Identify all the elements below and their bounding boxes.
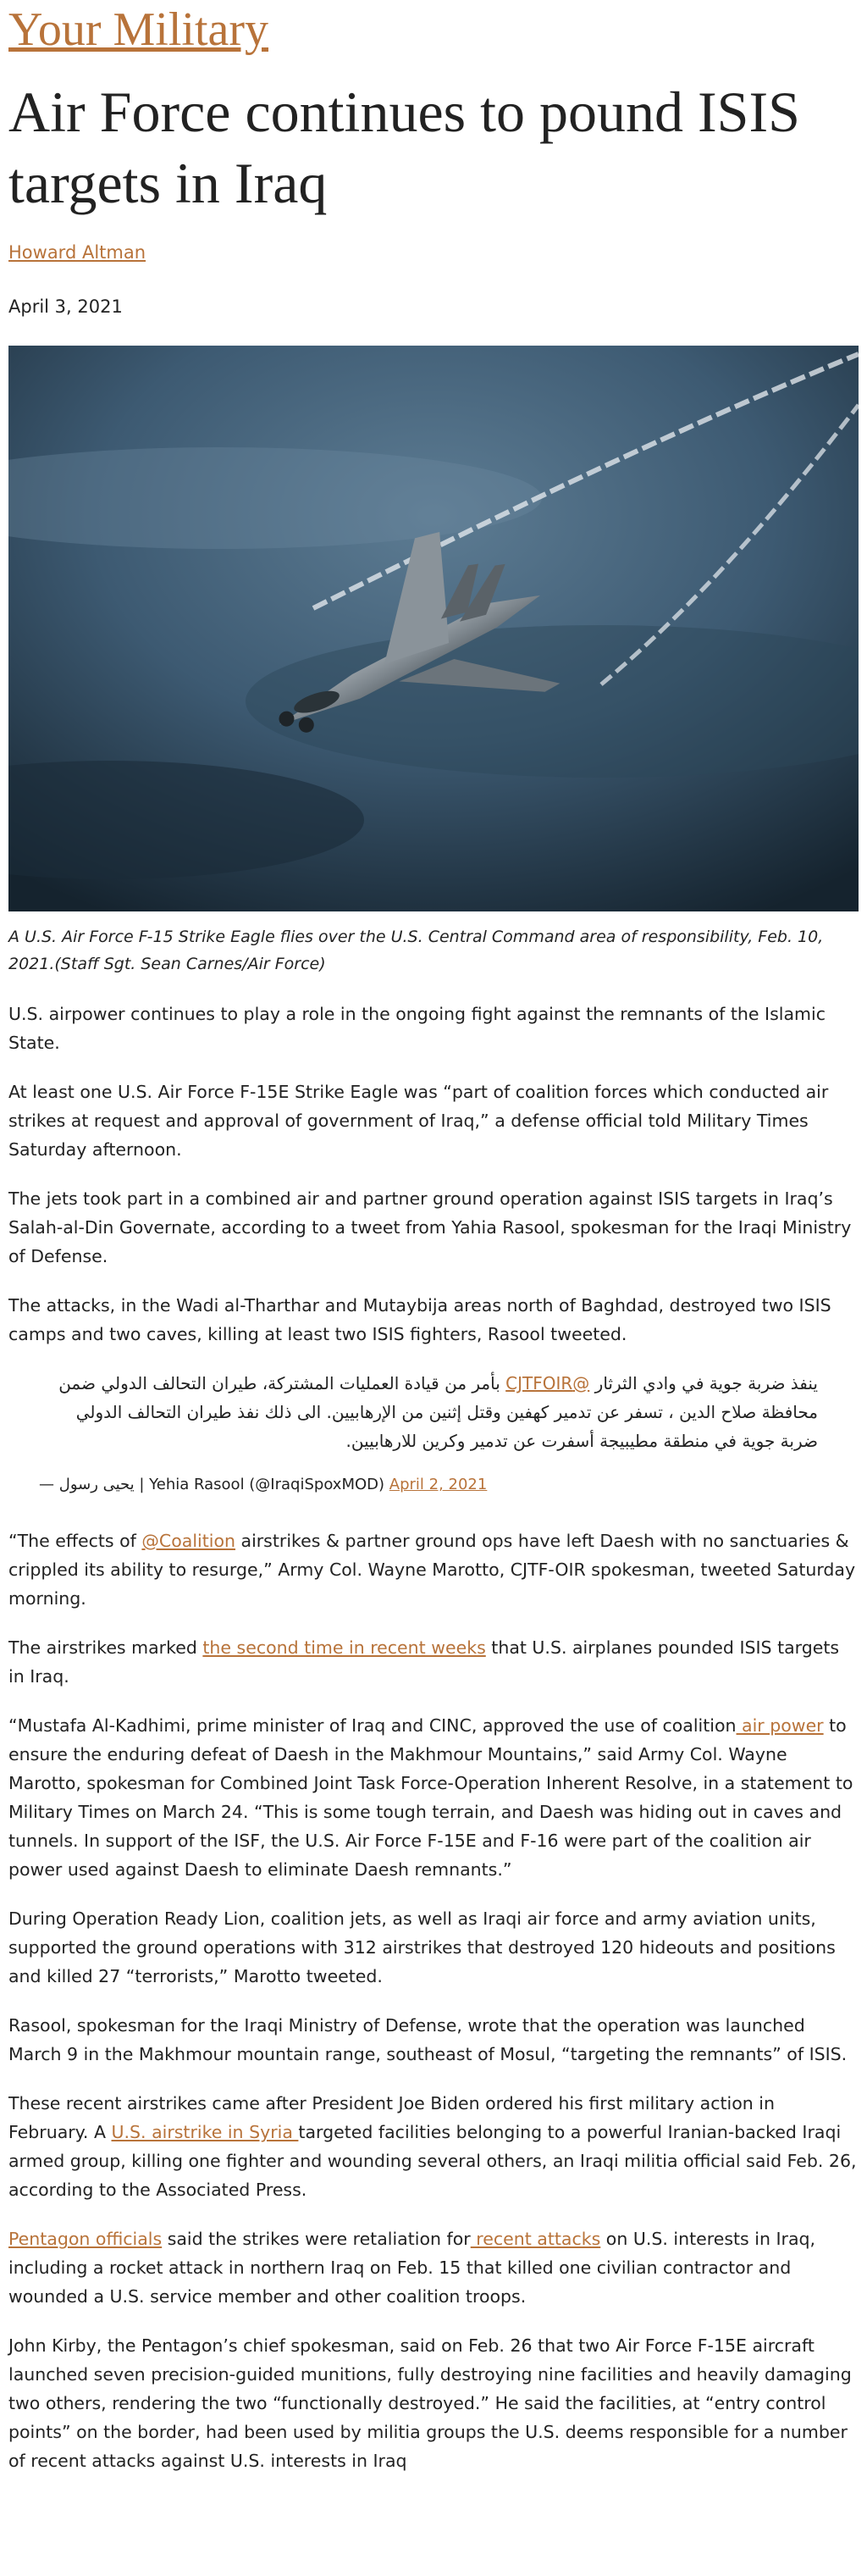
paragraph-6: [8, 1633, 859, 1691]
paragraph-1: U.S. airpower continues to play a role in the ongoing fight against the remnants of the Islamic State.: [8, 1004, 826, 1053]
tweet-mention-link[interactable]: @CJTFOIR: [505, 1373, 590, 1393]
publish-date: April 3, 2021: [8, 296, 123, 317]
paragraph-6-lead: The airstrikes marked: [8, 1637, 203, 1658]
image-caption: A U.S. Air Force F-15 Strike Eagle flies over the U.S. Central Command area of responsibility, Feb. 10, 2021.(Staff Sgt. Sean Carnes/Air Force): [8, 928, 824, 973]
paragraph-5: [8, 1526, 859, 1613]
paragraph-6-rest: that U.S. airplanes pounded ISIS targets in Iraq.: [8, 1637, 840, 1687]
paragraph-5-rest: airstrikes & partner ground ops have left Daesh with no sanctuaries & crippled its ability to resurge,” Army Col. Wayne Marotto, CJTF-OIR spokesman, tweeted Saturday morning.: [8, 1531, 856, 1609]
paragraph-5-lead: “The effects of: [8, 1531, 142, 1551]
tweet-text-before: ينفذ ضربة جوية في وادي الثرثار: [589, 1373, 818, 1393]
paragraph-10: [8, 2089, 859, 2204]
recent-weeks-link[interactable]: the second time in recent weeks: [202, 1637, 486, 1658]
air-power-link[interactable]: air power: [736, 1715, 824, 1736]
pentagon-officials-link[interactable]: Pentagon officials: [8, 2229, 163, 2249]
byline: [8, 242, 859, 263]
paragraph-10-lead: These recent airstrikes came after President Joe Biden ordered his first military action in February. A: [8, 2093, 775, 2142]
tweet-author: — يحيى رسول | Yehia Rasool (@IraqiSpoxMOD): [39, 1476, 385, 1493]
paragraph-9: Rasool, spokesman for the Iraqi Ministry of Defense, wrote that the operation was launched March 9 in the Makhmour mountain range, southeast of Mosul, “targeting the remnants” of ISIS.: [8, 2015, 848, 2064]
paragraph-4: The attacks, in the Wadi al-Tharthar and Mutaybija areas north of Baghdad, destroyed two ISIS camps and two caves, killing at least two ISIS fighters, Rasool tweeted.: [8, 1295, 831, 1344]
paragraph-7: [8, 1711, 859, 1884]
paragraph-8: During Operation Ready Lion, coalition jets, as well as Iraqi air force and army aviation units, supported the ground operations with 312 airstrikes that destroyed 120 hideouts and positions and killed 27 “terrorists,” Marotto tweeted.: [8, 1908, 836, 1986]
tweet-text: [39, 1369, 859, 1455]
section-link[interactable]: Your Military: [8, 3, 269, 56]
paragraph-2: At least one U.S. Air Force F-15E Strike Eagle was “part of coalition forces which conducted air strikes at request and approval of government of Iraq,” a defense official told Military Times Saturday afternoon.: [8, 1082, 829, 1160]
paragraph-11: [8, 2224, 859, 2311]
hero-image: [8, 346, 859, 911]
coalition-link[interactable]: @Coalition: [141, 1531, 235, 1551]
paragraph-7-rest: to ensure the enduring defeat of Daesh in the Makhmour Mountains,” said Army Col. Wayne Marotto, spokesman for Combined Joint Task Force-Operation Inherent Resolve, in a statement to Military Times on March 24. “This is some tough terrain, and Daesh was hiding out in caves and tunnels. In support of the ISF, the U.S. Air Force F-15E and F-16 were part of the coalition air power used against Daesh to eliminate Daesh remnants.”: [8, 1715, 853, 1880]
headline: Air Force continues to pound ISIS targets in Iraq: [8, 80, 800, 215]
paragraph-11-rest: on U.S. interests in Iraq, including a rocket attack in northern Iraq on Feb. 15 that killed one civilian contractor and wounded a U.S. service member and other coalition troops.: [8, 2229, 816, 2307]
author-link[interactable]: Howard Altman: [8, 242, 146, 263]
tweet-date-link[interactable]: April 2, 2021: [389, 1476, 488, 1493]
paragraph-12: John Kirby, the Pentagon’s chief spokesman, said on Feb. 26 that two Air Force F-15E aircraft launched seven precision-guided munitions, fully destroying nine facilities and heavily damaging two others, rendering the two “functionally destroyed.” He said the facilities, at “entry control points” on the border, had been used by militia groups the U.S. deems responsible for a number of recent attacks against U.S. interests in Iraq: [8, 2335, 852, 2471]
tweet-attribution: [39, 1472, 859, 1498]
paragraph-10-rest: targeted facilities belonging to a powerful Iranian-backed Iraqi armed group, killing one fighter and wounding several others, an Iraqi militia official said Feb. 26, according to the Associated Press.: [8, 2122, 857, 2200]
paragraph-11-mid: said the strikes were retaliation for: [162, 2229, 471, 2249]
paragraph-7-lead: “Mustafa Al-Kadhimi, prime minister of Iraq and CINC, approved the use of coalition: [8, 1715, 737, 1736]
f15-jet-illustration: [8, 346, 859, 911]
recent-attacks-link[interactable]: recent attacks: [470, 2229, 601, 2249]
embedded-tweet: [8, 1369, 859, 1498]
tweet-text-after: بأمر من قيادة العمليات المشتركة، طيران التحالف الدولي ضمن محافظة صلاح الدين ، تسفر عن تدمير كهفين وقتل إثنين من الإرهابيين. الى ذلك نفذ طيران التحالف الدولي ضربة جوية في منطقة مطيبيجة أسفرت عن تدمير وكرين للارهابيين.: [58, 1373, 818, 1451]
syria-airstrike-link[interactable]: U.S. airstrike in Syria: [111, 2122, 299, 2142]
paragraph-3: The jets took part in a combined air and partner ground operation against ISIS targets in Iraq’s Salah-al-Din Governate, according to a tweet from Yahia Rasool, spokesman for the Iraqi Ministry of Defense.: [8, 1188, 852, 1266]
